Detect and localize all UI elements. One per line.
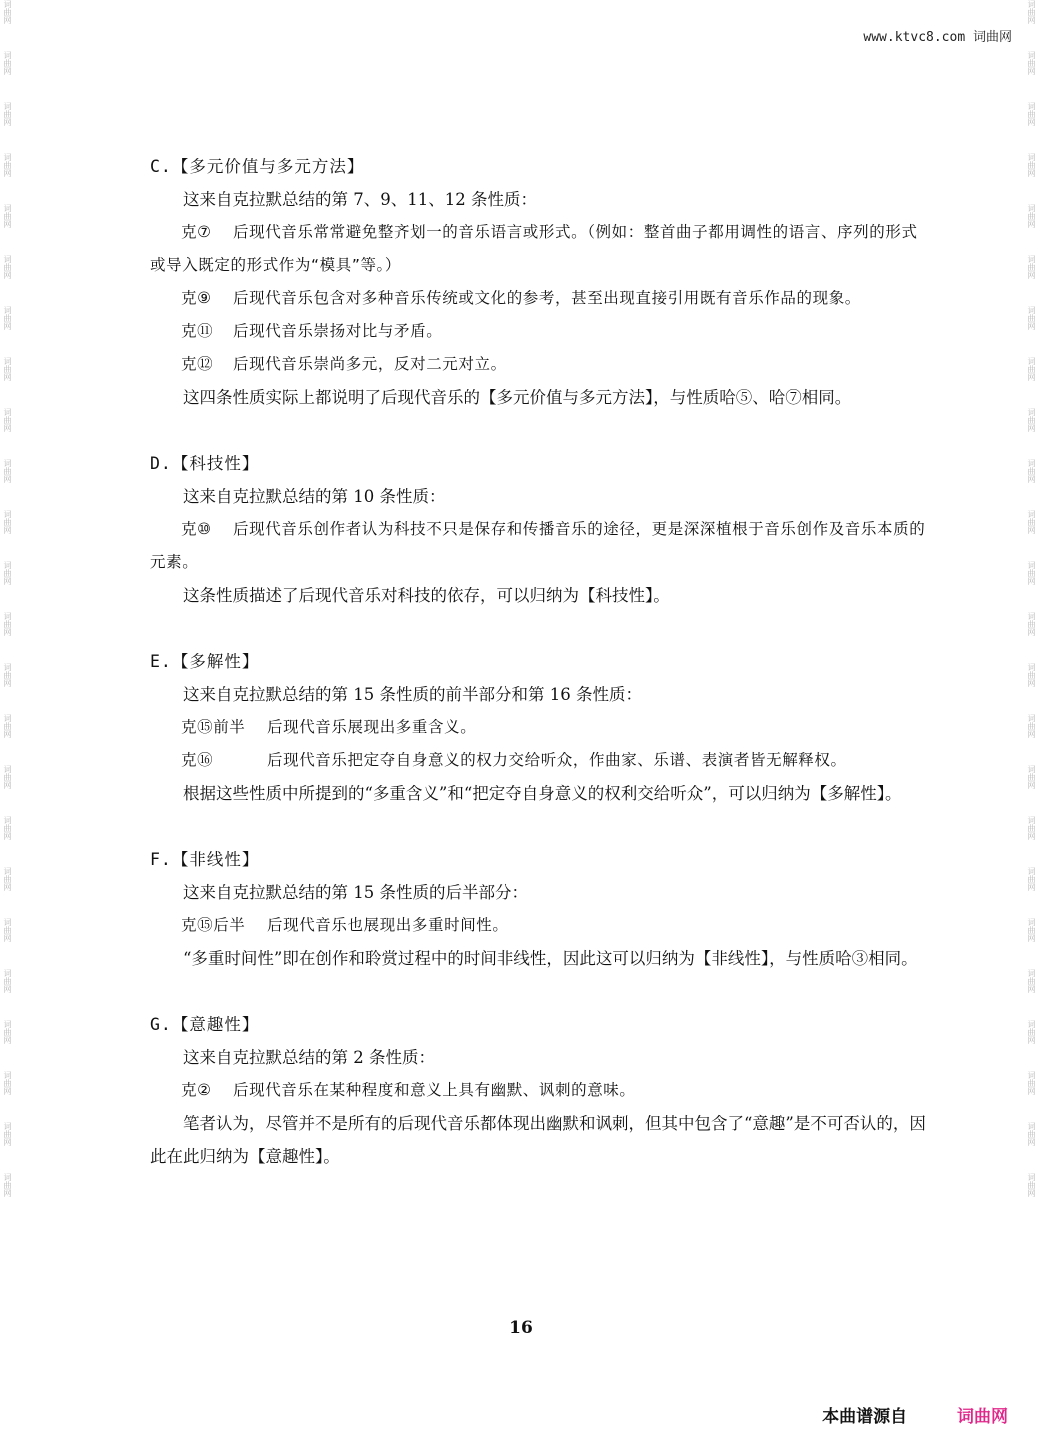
watermark-text: 词曲网 — [3, 1020, 12, 1044]
section-title: 【多元价值与多元方法】 — [171, 157, 365, 176]
section-intro: 这来自克拉默总结的第 15 条性质的前半部分和第 16 条性质： — [183, 685, 642, 704]
section-intro: 这来自克拉默总结的第 7、9、11、12 条性质： — [183, 190, 537, 209]
footer-brand-logo[interactable]: 词曲网 — [957, 1407, 1008, 1427]
quoted-property — [150, 711, 928, 744]
property-text: 后现代音乐把定夺自身意义的权力交给听众，作曲家、乐谱、表演者皆无解释权。 — [267, 751, 847, 769]
property-tag: 克⑦ — [181, 223, 212, 241]
watermark-text: 词曲网 — [1027, 102, 1036, 126]
quoted-property — [150, 282, 928, 315]
section-heading — [150, 150, 928, 183]
section-heading — [150, 1008, 928, 1041]
property-tag: 克⑯ — [181, 751, 214, 769]
header-url[interactable] — [863, 26, 1012, 45]
quoted-property — [150, 1074, 928, 1107]
watermark-text: 词曲网 — [1027, 765, 1036, 789]
property-text: 后现代音乐在某种程度和意义上具有幽默、讽刺的意味。 — [233, 1081, 636, 1099]
header-url-text[interactable]: www.ktvc8.com — [863, 30, 966, 45]
property-text: 后现代音乐创作者认为科技不只是保存和传播音乐的途径，更是深深植根于音乐创作及音乐本质的元素。 — [150, 520, 926, 571]
quoted-property — [150, 348, 928, 381]
property-tag: 克⑨ — [181, 289, 212, 307]
section-intro: 这来自克拉默总结的第 2 条性质： — [183, 1048, 435, 1067]
quoted-property — [150, 513, 928, 579]
watermark-text: 词曲网 — [1027, 510, 1036, 534]
quoted-property — [150, 315, 928, 348]
watermark-text: 词曲网 — [1027, 153, 1036, 177]
section-label: E. — [150, 652, 172, 671]
watermark-text: 词曲网 — [1027, 918, 1036, 942]
section-gap — [150, 975, 928, 1008]
watermark-text: 词曲网 — [1027, 408, 1036, 432]
quoted-property — [150, 909, 928, 942]
watermark-text: 词曲网 — [1027, 357, 1036, 381]
watermark-text: 词曲网 — [3, 816, 12, 840]
section-intro: 这来自克拉默总结的第 15 条性质的后半部分： — [183, 883, 528, 902]
section-title: 【意趣性】 — [171, 1015, 260, 1034]
section-title: 【非线性】 — [171, 850, 260, 869]
section-conclusion: 这条性质描述了后现代音乐对科技的依存，可以归纳为【科技性】。 — [183, 586, 670, 605]
watermark-text: 词曲网 — [3, 357, 12, 381]
quoted-property — [150, 216, 928, 282]
watermark-text: 词曲网 — [1027, 1020, 1036, 1044]
watermark-text: 词曲网 — [3, 1071, 12, 1095]
watermark-text: 词曲网 — [1027, 1071, 1036, 1095]
page-number: 16 — [509, 1318, 533, 1338]
right-watermark-strip — [1024, 0, 1038, 1453]
section-label: G. — [150, 1015, 172, 1034]
watermark-text: 词曲网 — [3, 765, 12, 789]
watermark-text: 词曲网 — [3, 663, 12, 687]
watermark-text: 词曲网 — [1027, 612, 1036, 636]
section-conclusion: “多重时间性”即在创作和聆赏过程中的时间非线性，因此这可以归纳为【非线性】，与性质哈③相同。 — [183, 949, 918, 968]
watermark-text: 词曲网 — [1027, 714, 1036, 738]
watermark-text: 词曲网 — [3, 102, 12, 126]
watermark-text: 词曲网 — [1027, 51, 1036, 75]
watermark-text: 词曲网 — [1027, 459, 1036, 483]
watermark-text: 词曲网 — [1027, 867, 1036, 891]
watermark-text: 词曲网 — [3, 918, 12, 942]
property-tag: 克⑮前半 — [181, 718, 246, 736]
watermark-text: 词曲网 — [1027, 204, 1036, 228]
document-body — [150, 150, 928, 1173]
watermark-text: 词曲网 — [3, 408, 12, 432]
left-watermark-strip — [0, 0, 14, 1453]
watermark-text: 词曲网 — [3, 561, 12, 585]
section-intro: 这来自克拉默总结的第 10 条性质： — [183, 487, 446, 506]
property-tag: 克⑪ — [181, 322, 214, 340]
footer-source — [822, 1402, 1008, 1427]
watermark-text: 词曲网 — [1027, 1122, 1036, 1146]
section-label: C. — [150, 157, 172, 176]
header-site-name: 词曲网 — [972, 30, 1012, 45]
watermark-text: 词曲网 — [3, 510, 12, 534]
property-tag: 克⑩ — [181, 520, 212, 538]
watermark-text: 词曲网 — [3, 153, 12, 177]
property-text: 后现代音乐包含对多种音乐传统或文化的参考，甚至出现直接引用既有音乐作品的现象。 — [233, 289, 861, 307]
watermark-text: 词曲网 — [3, 1173, 12, 1197]
section-heading — [150, 447, 928, 480]
section-heading — [150, 843, 928, 876]
watermark-text: 词曲网 — [3, 612, 12, 636]
section-conclusion: 这四条性质实际上都说明了后现代音乐的【多元价值与多元方法】，与性质哈⑤、哈⑦相同。 — [183, 388, 852, 407]
watermark-text: 词曲网 — [3, 306, 12, 330]
watermark-text: 词曲网 — [1027, 255, 1036, 279]
watermark-text: 词曲网 — [3, 204, 12, 228]
footer-source-text: 本曲谱源自 — [822, 1407, 908, 1427]
section-conclusion: 笔者认为，尽管并不是所有的后现代音乐都体现出幽默和讽刺，但其中包含了“意趣”是不可否认的，因此在此归纳为【意趣性】。 — [150, 1114, 926, 1166]
watermark-text: 词曲网 — [1027, 663, 1036, 687]
property-tag: 克② — [181, 1081, 212, 1099]
property-text: 后现代音乐崇尚多元，反对二元对立。 — [233, 355, 507, 373]
section-title: 【科技性】 — [171, 454, 260, 473]
property-text: 后现代音乐展现出多重含义。 — [267, 718, 477, 736]
watermark-text: 词曲网 — [3, 1122, 12, 1146]
section-gap — [150, 612, 928, 645]
watermark-text: 词曲网 — [3, 0, 12, 24]
watermark-text: 词曲网 — [1027, 969, 1036, 993]
property-tag: 克⑫ — [181, 355, 214, 373]
watermark-text: 词曲网 — [3, 867, 12, 891]
section-label: D. — [150, 454, 172, 473]
property-text: 后现代音乐常常避免整齐划一的音乐语言或形式。（例如：整首曲子都用调性的语言、序列的形式或导入既定的形式作为“模具”等。） — [150, 223, 918, 274]
section-conclusion: 根据这些性质中所提到的“多重含义”和“把定夺自身意义的权利交给听众”，可以归纳为【多解性】。 — [183, 784, 902, 803]
watermark-text: 词曲网 — [1027, 0, 1036, 24]
watermark-text: 词曲网 — [3, 255, 12, 279]
section-heading — [150, 645, 928, 678]
watermark-text: 词曲网 — [3, 969, 12, 993]
section-title: 【多解性】 — [171, 652, 260, 671]
watermark-text: 词曲网 — [3, 51, 12, 75]
watermark-text: 词曲网 — [1027, 816, 1036, 840]
watermark-text: 词曲网 — [1027, 1173, 1036, 1197]
watermark-text: 词曲网 — [1027, 561, 1036, 585]
section-gap — [150, 414, 928, 447]
property-text: 后现代音乐崇扬对比与矛盾。 — [233, 322, 443, 340]
quoted-property — [150, 744, 928, 777]
watermark-text: 词曲网 — [1027, 306, 1036, 330]
property-tag: 克⑮后半 — [181, 916, 246, 934]
watermark-text: 词曲网 — [3, 714, 12, 738]
property-text: 后现代音乐也展现出多重时间性。 — [267, 916, 509, 934]
section-label: F. — [150, 850, 172, 869]
section-gap — [150, 810, 928, 843]
watermark-text: 词曲网 — [3, 459, 12, 483]
